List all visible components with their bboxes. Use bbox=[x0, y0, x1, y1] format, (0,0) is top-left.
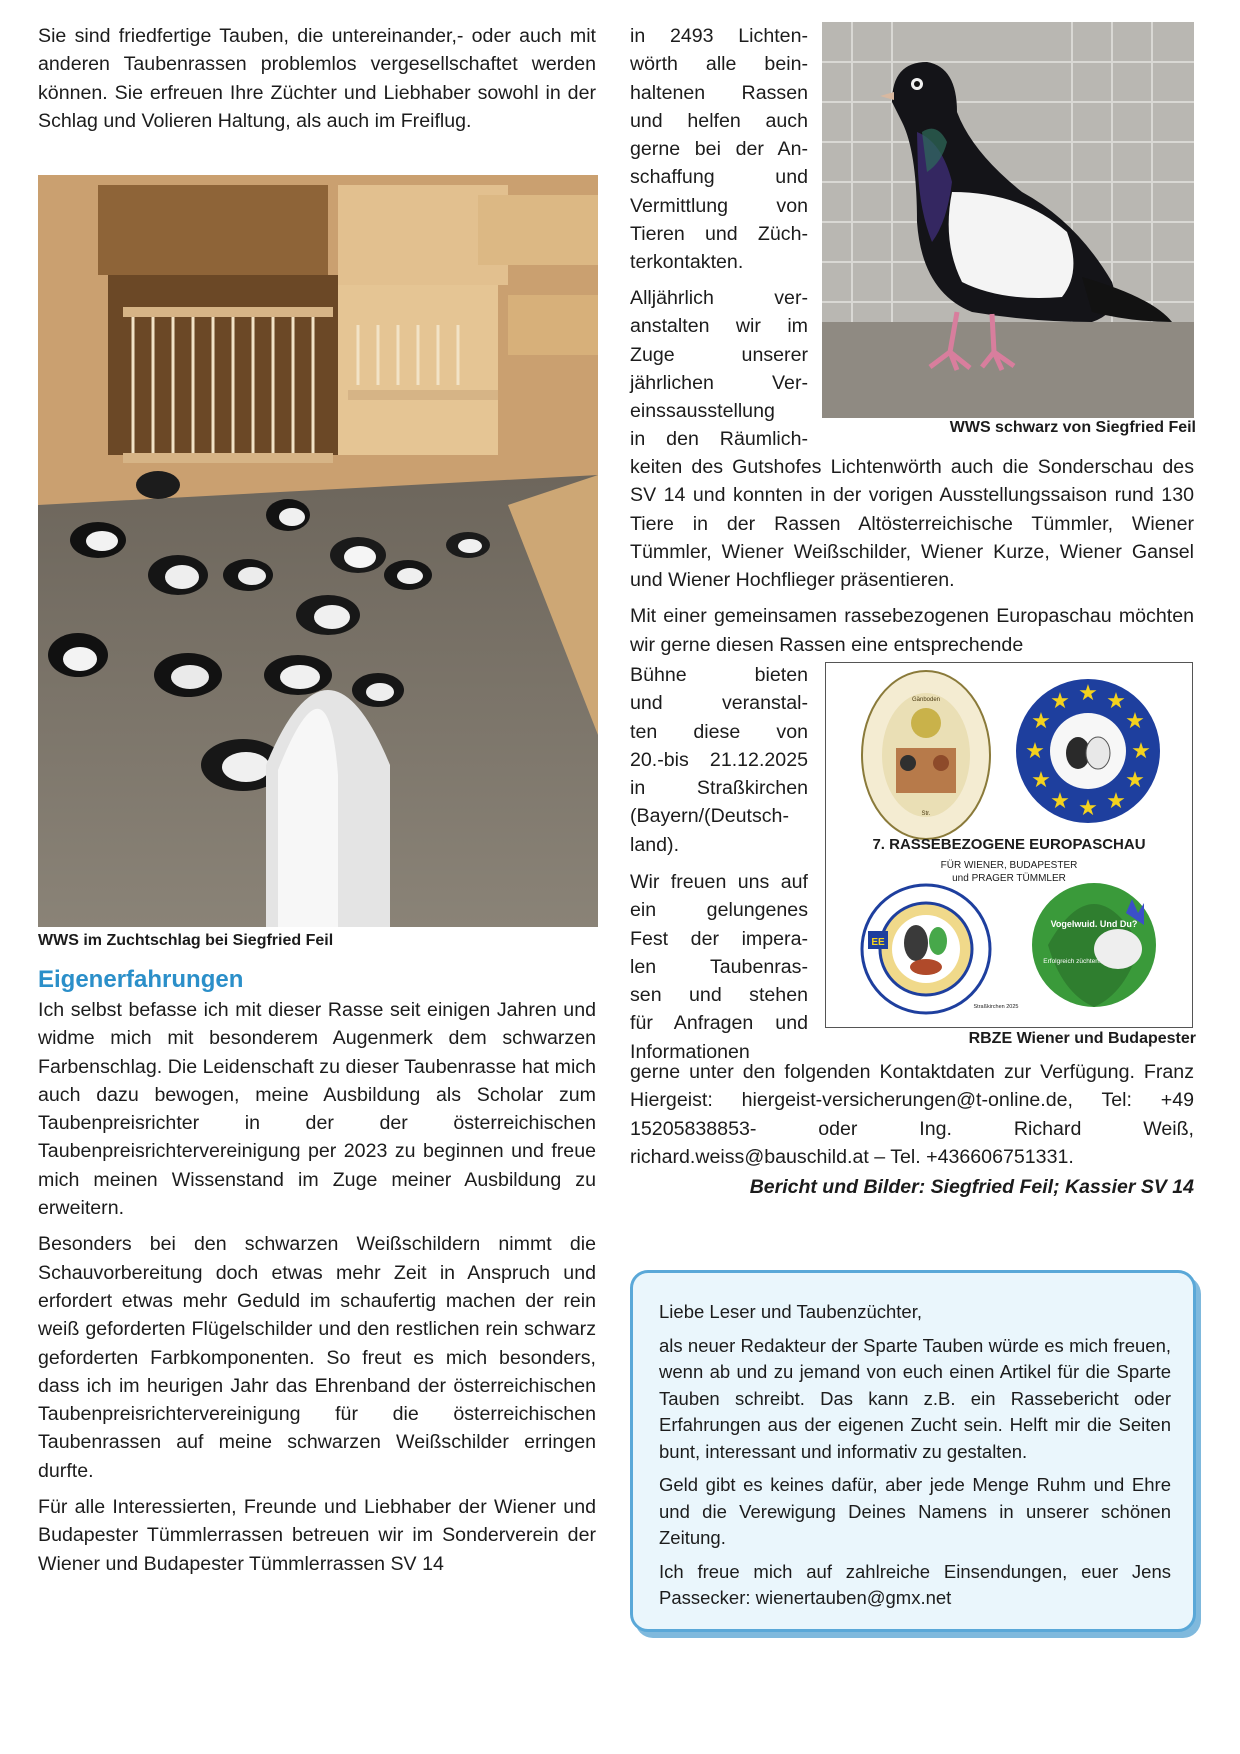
svg-text:★: ★ bbox=[1078, 681, 1098, 706]
editor-note-paragraph: Ich freue mich auf zahlreiche Einsendungen, euer Jens Passecker: wienertauben@gmx.net bbox=[659, 1560, 1171, 1608]
club-emblem-name: Gänboden bbox=[911, 697, 941, 703]
club-emblem bbox=[862, 671, 990, 839]
text-line: Bühne bieten bbox=[630, 664, 808, 686]
section-heading: Eigenerfahrungen bbox=[38, 966, 244, 993]
editor-note-paragraph: Geld gibt es keines dafür, aber jede Menge Ruhm und Ehre und die Verewigung Deines Namens in unserer schönen Zeitung. bbox=[659, 1474, 1171, 1548]
entente-ee: EE bbox=[871, 937, 885, 948]
svg-text:★: ★ bbox=[1025, 739, 1045, 764]
vogelwuid-slogan: Vogelwuid. Und Du? bbox=[1050, 919, 1138, 929]
logo-caption: RBZE Wiener und Budapester bbox=[968, 1030, 1196, 1047]
svg-text:★: ★ bbox=[1106, 789, 1126, 814]
text-line: gerne bei der An- bbox=[630, 138, 808, 161]
text-line: Alljährlich ver- bbox=[630, 287, 808, 309]
pigeon-photo-caption: WWS schwarz von Siegfried Feil bbox=[949, 419, 1196, 436]
text-line: Zuge unserer bbox=[630, 343, 808, 366]
text-line: terkontakten. bbox=[630, 251, 744, 274]
europaschau-subtitle-1: FÜR WIENER, BUDAPESTER bbox=[940, 860, 1078, 871]
text-line: (Bayern/(Deutsch- bbox=[630, 805, 789, 828]
svg-text:★: ★ bbox=[1125, 768, 1145, 793]
svg-text:★: ★ bbox=[1078, 796, 1098, 821]
pigeon-photo bbox=[822, 22, 1194, 418]
paragraph-contact: gerne unter den folgenden Kontaktdaten zur Verfügung. Franz Hiergeist: hiergeist-versicherungen@t-online.de, Tel: +49 15205838853- oder Ing. Richard Weiß, richard.weiss@bauschild.at – Tel. +436606751331. bbox=[630, 1061, 1194, 1168]
svg-text:★: ★ bbox=[1031, 768, 1051, 793]
text-line: anstalten wir im bbox=[630, 315, 808, 338]
text-line: in 2493 Lichten- bbox=[630, 25, 808, 47]
europaschau-subtitle-2: und PRAGER TÜMMLER bbox=[952, 873, 1066, 884]
paragraph-show-prep: Besonders bei den schwarzen Weißschildern nimmt die Schauvorbereitung doch etwas mehr Zeit in Anspruch und erfordert etwas mehr Geduld im schaufertig machen der rein weiß geforderten Flügelschilder und den restlichen rein schwarz geforderten Farbkomponenten. So freut es mich besonders, dass ich im heurigen Jahr das Ehrenband der österreichischen Taubenpreisrichtervereinigung für die österreichischen Taubenrassen auf meine schwarzen Weißschilder erringen durfte. bbox=[38, 1233, 596, 1482]
byline: Bericht und Bilder: Siegfried Feil; Kassier SV 14 bbox=[749, 1176, 1194, 1198]
svg-text:★: ★ bbox=[1106, 689, 1126, 714]
europaschau-logo-panel bbox=[825, 662, 1193, 1028]
text-line: und veranstal- bbox=[630, 692, 808, 715]
editor-note-greeting: Liebe Leser und Taubenzüchter, bbox=[659, 1301, 922, 1322]
text-line: Fest der impera- bbox=[630, 927, 808, 950]
strasskirchen-mark: Straßkirchen 2025 bbox=[973, 1004, 1019, 1010]
club-emblem-place: Str. bbox=[921, 811, 931, 817]
text-line: für Anfragen und bbox=[630, 1012, 808, 1035]
text-line: in den Räumlich- bbox=[630, 428, 808, 451]
text-line: haltenen Rassen bbox=[630, 81, 808, 104]
paragraph-experience: Ich selbst befasse ich mit dieser Rasse seit einigen Jahren und widme mich mit besonderem Augenmerk dem schwarzen Farbenschlag. Die Leidenschaft zu dieser Taubenrasse hat mich auch dazu bewogen, meine Ausbildung als Scholar zum Taubenpreisrichter in der der österreichischen Taubenpreisrichtervereinigung per 2023 zu beginnen und freue mich meinen Wissenstand im Zuge meiner Ausbildung zu erweitern. bbox=[38, 999, 596, 1220]
entente-seal bbox=[862, 885, 990, 1013]
text-line: einssausstellung bbox=[630, 400, 775, 423]
vogelwuid-badge bbox=[974, 883, 1156, 1010]
text-line: ten diese von bbox=[630, 720, 808, 743]
eu-star-emblem bbox=[1016, 679, 1160, 823]
text-line: 20.-bis 21.12.2025 bbox=[630, 748, 808, 771]
text-line: wörth alle bein- bbox=[630, 53, 808, 76]
svg-text:★: ★ bbox=[1050, 789, 1070, 814]
europaschau-logos bbox=[826, 663, 1192, 1027]
text-line: Vermittlung von bbox=[630, 194, 808, 217]
text-line: Wir freuen uns auf bbox=[630, 871, 808, 893]
loft-photo-caption: WWS im Zuchtschlag bei Siegfried Feil bbox=[38, 932, 334, 949]
text-line: land). bbox=[630, 833, 680, 856]
vogelwuid-subline: Erfolgreich züchten. bbox=[1043, 958, 1101, 965]
text-line: in Straßkirchen bbox=[630, 777, 808, 800]
text-line: jährlichen Ver- bbox=[630, 371, 808, 394]
text-line: len Taubenras- bbox=[630, 955, 808, 978]
text-line: sen und stehen bbox=[630, 984, 808, 1007]
intro-paragraph: Sie sind friedfertige Tauben, die untereinander,- oder auch mit anderen Taubenrassen problemlos vergesellschaftet werden können. Sie erfreuen Ihre Züchter und Liebhaber sowohl in der Schlag und Volieren Haltung, als auch im Freiflug. bbox=[38, 25, 596, 132]
svg-text:★: ★ bbox=[1125, 709, 1145, 734]
paragraph-europaschau: Mit einer gemeinsamen rassebezogenen Europaschau möchten wir gerne diesen Rassen eine entsprechende bbox=[630, 605, 1194, 656]
editor-note-paragraph: als neuer Redakteur der Sparte Tauben würde es mich freuen, wenn ab und zu jemand von euch einen Artikel für die Sparte Tauben schreibt. Das kann z.B. ein Rassebericht oder Erfahrungen aus der eigenen Zucht sein. Helft mir die Seiten bunt, interessant und informativ zu gestalten. bbox=[659, 1334, 1171, 1462]
text-line: ein gelungenes bbox=[630, 899, 808, 922]
text-line: schaffung und bbox=[630, 166, 808, 189]
paragraph-interested: Für alle Interessierten, Freunde und Liebhaber der Wiener und Budapester Tümmlerrassen betreuen wir im Sonderverein der Wiener und Budapester Tümmlerrassen SV 14 bbox=[38, 1496, 596, 1575]
text-line: Tieren und Züch- bbox=[630, 223, 808, 246]
editor-note-box bbox=[630, 1270, 1196, 1632]
text-line: Informationen bbox=[630, 1040, 750, 1063]
svg-text:★: ★ bbox=[1050, 689, 1070, 714]
paragraph-show: keiten des Gutshofes Lichtenwörth auch die Sonderschau des SV 14 und konnten in der vorigen Ausstellungssaison rund 130 Tiere in der Rassen Altösterreichische Tümmler, Wiener Tümmler, Wiener Weißschilder, Wiener Kurze, Wiener Gansel und Wiener Hochflieger präsentieren. bbox=[630, 456, 1194, 592]
europaschau-title: 7. RASSEBEZOGENE EUROPASCHAU bbox=[872, 836, 1146, 853]
svg-text:★: ★ bbox=[1131, 739, 1151, 764]
svg-text:★: ★ bbox=[1031, 709, 1051, 734]
loft-photo bbox=[38, 175, 598, 927]
text-line: und helfen auch bbox=[630, 109, 808, 132]
